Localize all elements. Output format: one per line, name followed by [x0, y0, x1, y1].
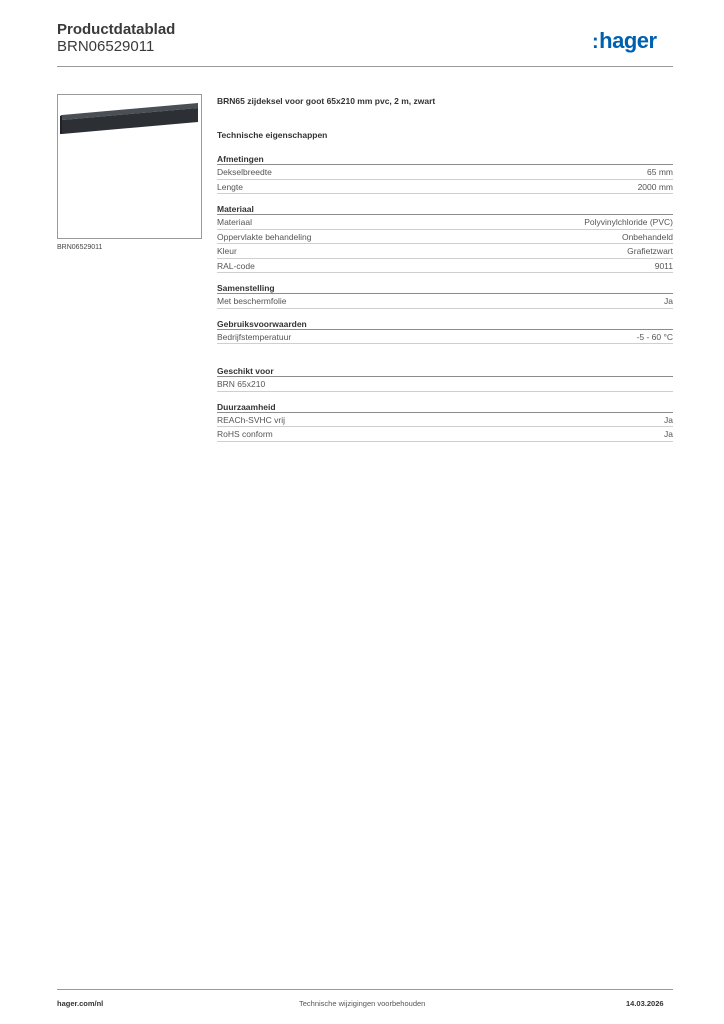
spec-group-conditions	[217, 319, 673, 345]
spec-label: Kleur	[217, 246, 237, 256]
footer-date: 14.03.2026	[626, 999, 664, 1008]
spec-value: Ja	[664, 414, 673, 425]
spec-value: 9011	[654, 260, 673, 271]
footer-divider	[57, 989, 673, 990]
spec-group-sustainability	[217, 402, 673, 442]
spec-row	[217, 427, 673, 442]
spec-value: 65 mm	[647, 167, 673, 177]
group-title: Materiaal	[217, 204, 673, 215]
section-heading: Technische eigenschappen	[217, 130, 328, 140]
spec-label: REACh-SVHC vrij	[217, 414, 286, 425]
page-title: Productdatablad	[57, 21, 176, 38]
spec-value: 2000 mm	[637, 181, 673, 192]
spec-row	[217, 330, 673, 345]
spec-row	[217, 413, 673, 428]
group-title: Samenstelling	[217, 283, 673, 294]
spec-value: Ja	[664, 429, 673, 439]
spec-label: Oppervlakte behandeling	[217, 231, 312, 242]
spec-label: Bedrijfstemperatuur	[217, 331, 292, 342]
product-name: BRN65 zijdeksel voor goot 65x210 mm pvc, 2 m, zwart	[217, 96, 436, 106]
spec-label: BRN 65x210	[217, 379, 266, 389]
spec-row	[217, 215, 673, 230]
group-title: Geschikt voor	[217, 366, 673, 377]
spec-label: Lengte	[217, 181, 243, 192]
spec-row	[217, 180, 673, 195]
spec-group-dimensions	[217, 154, 673, 194]
spec-value: Ja	[664, 296, 673, 306]
spec-value: -5 - 60 °C	[636, 331, 673, 342]
spec-sheet	[217, 96, 673, 442]
hager-logo	[592, 28, 657, 54]
spec-group-suitable-for	[217, 366, 673, 392]
spec-value: Polyvinylchloride (PVC)	[584, 217, 673, 227]
image-caption: BRN06529011	[57, 244, 103, 251]
logo-colon: :	[592, 31, 599, 53]
spec-row	[217, 165, 673, 180]
spec-row	[217, 377, 673, 392]
spec-label: RAL-code	[217, 260, 255, 271]
logo-text: hager	[599, 28, 657, 53]
side-cover-illustration	[58, 95, 203, 240]
spec-label: Dekselbreedte	[217, 167, 272, 177]
spec-row	[217, 259, 673, 274]
spec-label: RoHS conform	[217, 429, 273, 439]
product-image	[57, 94, 202, 239]
product-code: BRN06529011	[57, 38, 155, 55]
footer-website-link[interactable]: hager.com/nl	[57, 999, 104, 1008]
spec-row	[217, 244, 673, 259]
header-divider	[57, 66, 673, 67]
spec-value: Grafietzwart	[627, 246, 673, 256]
spec-row	[217, 230, 673, 245]
spec-row	[217, 294, 673, 309]
footer-notice: Technische wijzigingen voorbehouden	[299, 999, 426, 1008]
spec-value: Onbehandeld	[621, 231, 673, 242]
group-title: Afmetingen	[217, 154, 673, 165]
spec-group-material	[217, 204, 673, 273]
group-title: Duurzaamheid	[217, 402, 673, 413]
spec-label: Materiaal	[217, 217, 252, 227]
spec-group-composition	[217, 283, 673, 309]
group-title: Gebruiksvoorwaarden	[217, 319, 673, 330]
spec-label: Met beschermfolie	[217, 296, 287, 306]
